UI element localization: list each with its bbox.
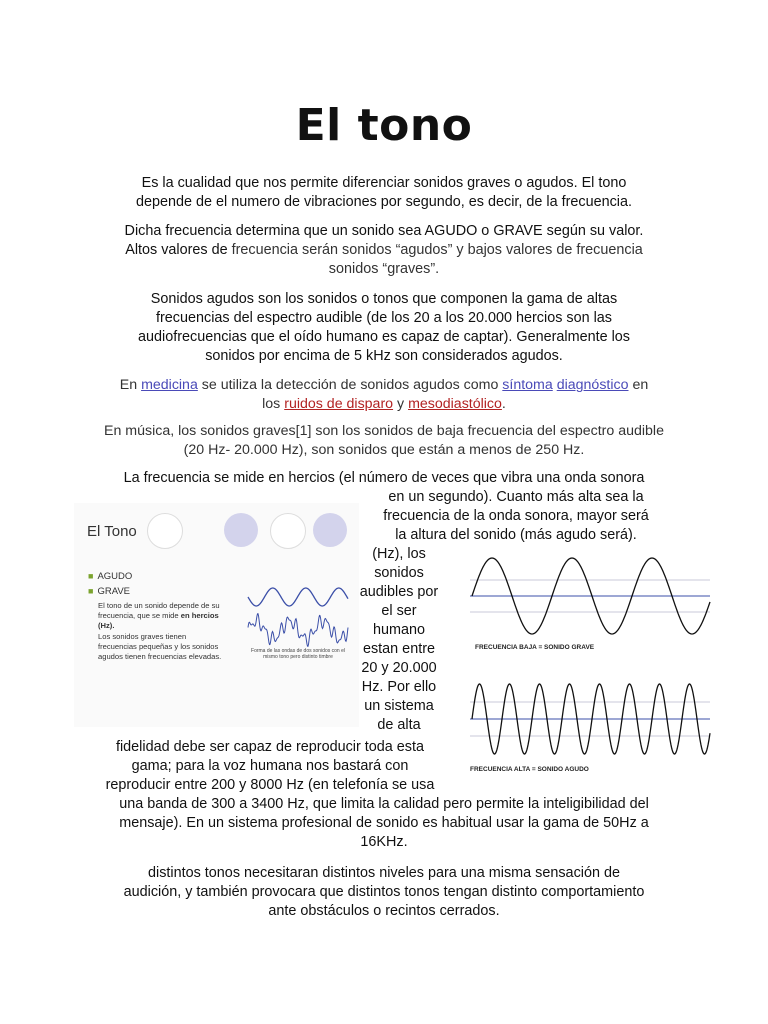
bullet-icon: ■ [88,586,94,596]
p7-line: distintos tonos necesitaran distintos niveles para una misma sensación de [148,865,620,881]
p4-line [0,376,768,395]
high-frequency-label: FRECUENCIA ALTA = SONIDO AGUDO [470,766,589,773]
caption-line: Forma de las ondas de dos sonidos con el [251,648,345,654]
p6-after-line: fidelidad debe ser capaz de reproducir toda esta [115,739,424,755]
p3-line: Sonidos agudos son los sonidos o tonos que componen la gama de altas [150,291,618,307]
p6-narrow-line: (Hz), los [372,546,426,562]
figure-caption [246,648,350,660]
p6-narrow-line: el ser [381,603,417,619]
bullet-label: AGUDO [97,571,133,582]
slide-image [74,503,359,727]
slide-text-line: agudos tienen frecuencias elevadas. [98,652,222,661]
low-frequency-wave [470,555,715,640]
page-title: El tono [295,100,473,151]
slide-text-line: frecuencias pequeñas y los sonidos [98,642,219,651]
paragraph-7 [0,864,768,921]
high-frequency-diagram [470,680,715,780]
link-mesodiastolico[interactable]: mesodiastólico [408,396,502,412]
paragraph-3 [0,290,768,366]
p6-narrow-line: sonidos [374,565,424,581]
slide-text-1 [98,601,248,631]
decorative-circle [224,513,258,547]
p3-line: sonidos por encima de 5 kHz son considerados agudos. [205,348,563,364]
p3-line: audiofrecuencias que el oído humano es capaz de captar). Generalmente los [138,329,630,345]
p1-line: Es la cualidad que nos permite diferenciar sonidos graves o agudos. El tono [141,175,627,191]
p7-line: ante obstáculos o recintos cerrados. [268,903,500,919]
p1-line: depende de el numero de vibraciones por segundo, es decir, de la frecuencia. [135,194,632,210]
link-sintoma[interactable]: síntoma [502,377,553,393]
bullet-label: GRAVE [97,586,130,597]
p5-line: En música, los sonidos graves[1] son los sonidos de baja frecuencia del espectro audible [104,423,664,439]
paragraph-2 [0,222,768,279]
link-ruidos-de-disparo[interactable]: ruidos de disparo [284,396,394,412]
p6-after-line: una banda de 300 a 3400 Hz, que limita la calidad pero permite la inteligibilidad del [119,796,649,812]
p4-text: . [501,396,506,412]
p6-narrow-line: audibles por [359,584,439,600]
p2-line [0,241,768,260]
caption-line: mismo tono pero distinto timbre [263,654,333,660]
p2-segment: frecuencia serán sonidos “agudos” y bajos valores de frecuencia [231,242,643,258]
slide-text-line: (Hz). [98,621,115,630]
high-frequency-wave [470,680,715,760]
p4-text: los [262,396,281,412]
p6-after-block-b [0,795,768,852]
p6-right-line: frecuencia de la onda sonora, mayor será [383,508,649,524]
slide-text-line: Los sonidos graves tienen [98,632,187,641]
slide-text-segment: frecuencia, que se mide [98,611,179,620]
p6-narrow-line: estan entre [362,641,435,657]
low-frequency-diagram [470,555,715,655]
paragraph-5 [0,422,768,460]
timbre-waves-figure [246,575,350,649]
smooth-wave [248,588,348,606]
paragraph-4 [0,376,768,414]
p6-after-line: 16KHz. [360,834,408,850]
link-medicina[interactable]: medicina [141,377,198,393]
p4-text: y [397,396,405,412]
p4-line [0,395,768,414]
p6-right-line: la altura del sonido (más agudo será). [395,527,637,543]
slide-text-2 [98,632,258,662]
p2-line: Dicha frecuencia determina que un sonido sea AGUDO o GRAVE según su valor. [124,223,644,239]
p4-text: En [119,377,138,393]
p4-text: se utiliza la detección de sonidos agudos como [201,377,499,393]
p6-narrow-column [358,545,440,735]
p6-narrow-line: un sistema [364,698,434,714]
p4-text: en [632,377,649,393]
p6-narrow-line: humano [372,622,425,638]
p6-after-line: mensaje). En un sistema profesional de sonido es habitual usar la gama de 50Hz a [119,815,649,831]
slide-bullet [88,586,130,597]
p6-right-line: en un segundo). Cuanto más alta sea la [388,489,644,505]
p6-after-block-a [70,738,470,795]
slide-text-line: El tono de un sonido depende de su [98,601,220,610]
p6-after-line: gama; para la voz humana nos bastará con [131,758,409,774]
link-diagnostico[interactable]: diagnóstico [556,377,629,393]
p2-line: sonidos “graves”. [328,261,440,277]
p2-segment: Altos valores de [125,242,228,258]
p5-line: (20 Hz- 20.000 Hz), son sonidos que están a menos de 250 Hz. [183,442,585,458]
slide-bullet [88,571,132,582]
slide-title: El Tono [87,523,137,540]
low-frequency-label: FRECUENCIA BAJA = SONIDO GRAVE [475,644,595,651]
decorative-circle [147,513,183,549]
p6-line1: La frecuencia se mide en hercios (el número de veces que vibra una onda sonora [123,470,645,486]
slide-text-line [98,611,248,621]
decorative-circle [313,513,347,547]
paragraph-1 [0,174,768,212]
p6-narrow-line: de alta [377,717,421,733]
p6-after-line: reproducir entre 200 y 8000 Hz (en telefonía se usa [105,777,435,793]
p6-right-block [356,488,676,545]
p3-line: frecuencias del espectro audible (de los 20 a los 20.000 hercios son las [156,310,612,326]
decorative-circle [270,513,306,549]
p6-narrow-line: 20 y 20.000 [361,660,437,676]
bullet-icon: ■ [88,571,94,581]
p7-line: audición, y también provocara que distintos tonos tengan distinto comportamiento [123,884,645,900]
p6-narrow-line: Hz. Por ello [361,679,437,695]
jagged-wave [248,614,348,647]
slide-text-bold: en hercios [180,611,219,620]
